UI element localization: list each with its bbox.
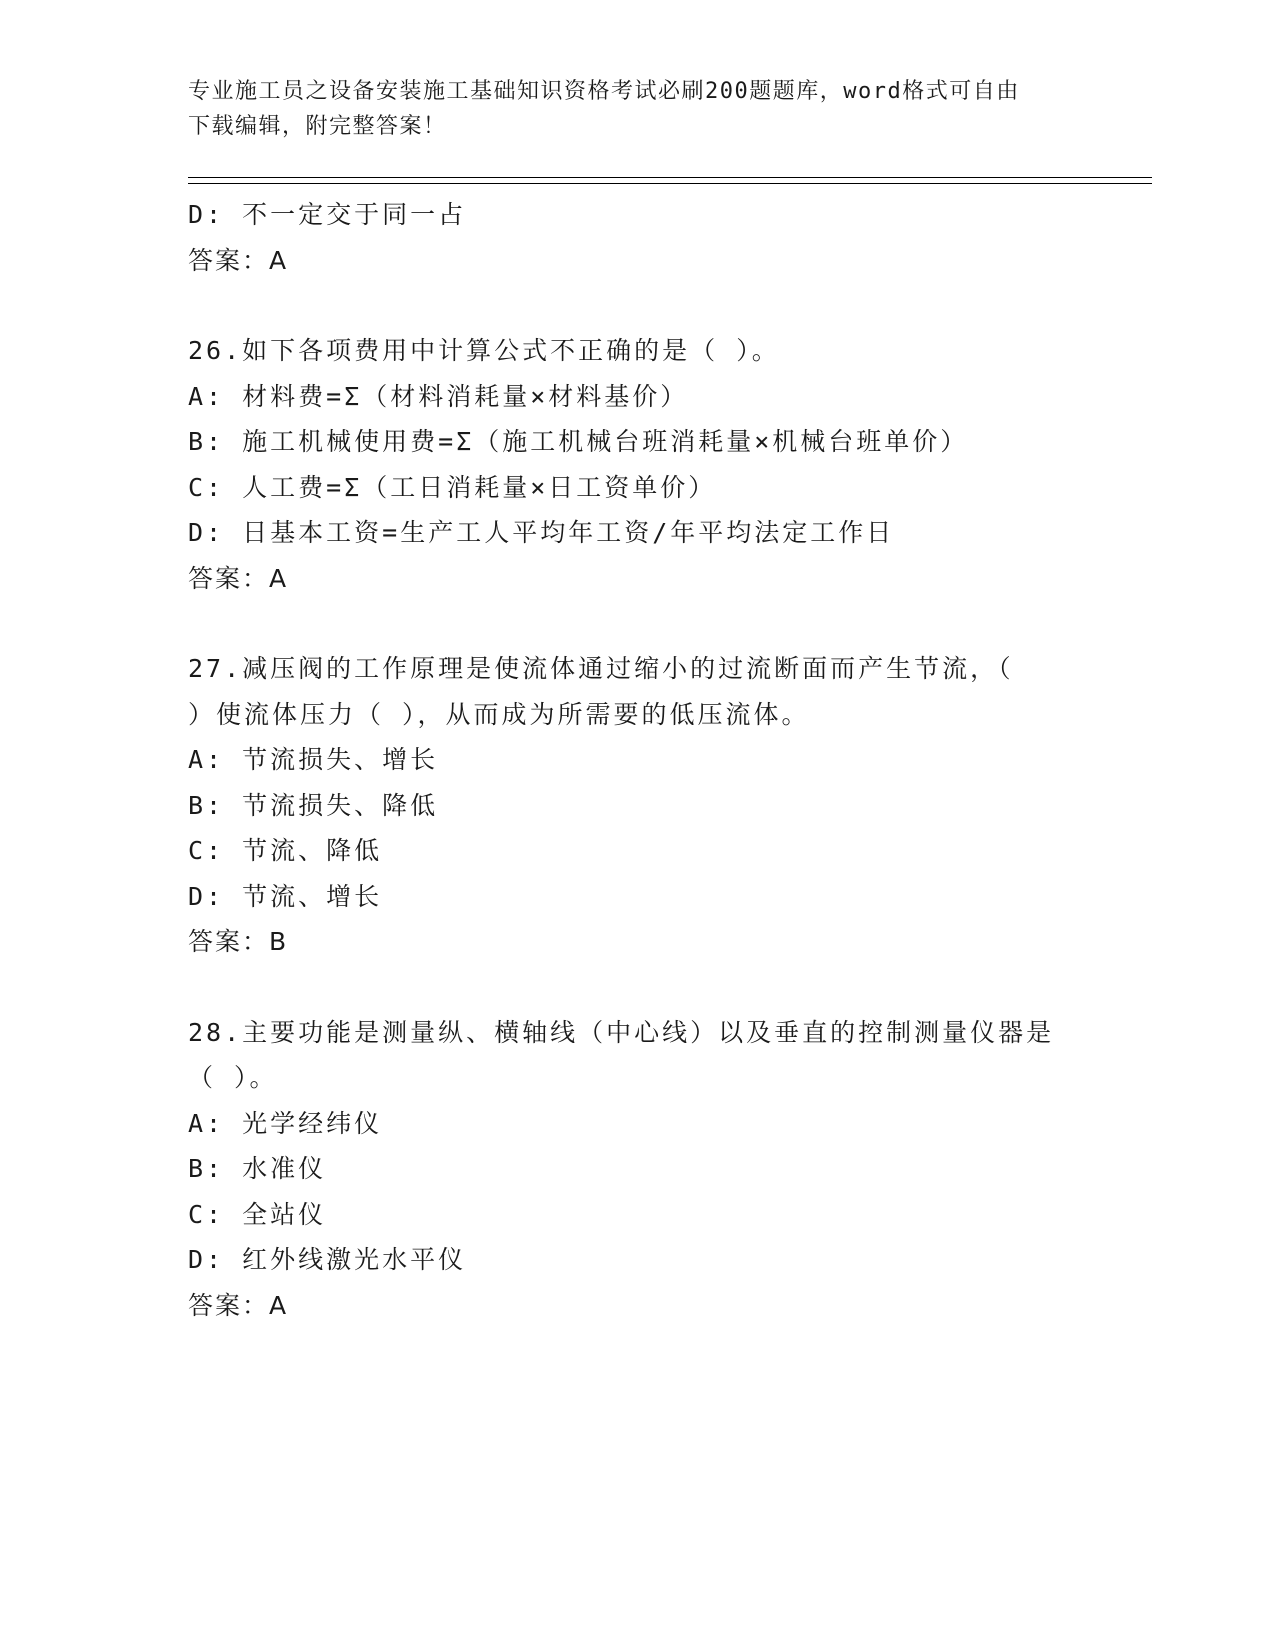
question-stem-continued: ）使流体压力（ ），从而成为所需要的低压流体。 [188,699,810,729]
question-gap [188,965,1088,1010]
option-b: B: 施工机械使用费=Σ（施工机械台班消耗量×机械台班单价） [188,427,969,456]
option-d: D: 红外线激光水平仪 [188,1245,467,1274]
option-a: A: 材料费=Σ（材料消耗量×材料基价） [188,381,689,411]
header-rule-top [188,177,1152,178]
option-b: B: 水准仪 [188,1154,327,1183]
header-line-1: 专业施工员之设备安装施工基础知识资格考试必刷200题题库，word格式可自由 [188,79,1020,104]
option-b: B: 节流损失、降低 [188,790,439,820]
option-c: C: 全站仪 [188,1199,327,1229]
option-a: A: 光学经纬仪 [188,1108,383,1138]
option-c: C: 人工费=Σ（工日消耗量×日工资单价） [188,472,717,502]
answer-line: 答案：A [188,1290,289,1320]
option-d: D: 不一定交于同一占 [188,200,467,229]
answer-line: 答案：B [188,927,289,956]
option-c: C: 节流、降低 [188,836,383,865]
answer-line: 答案：A [188,245,289,275]
question-stem: 27.减压阀的工作原理是使流体通过缩小的过流断面而产生节流，（ [188,654,1014,683]
question-stem: 26.如下各项费用中计算公式不正确的是（ ）。 [188,336,780,365]
question-stem: 28.主要功能是测量纵、横轴线（中心线）以及垂直的控制测量仪器是 [188,1017,1055,1047]
header-rule-bottom [188,183,1152,184]
question-stem-continued: （ ）。 [188,1063,278,1092]
option-a: A: 节流损失、增长 [188,745,439,774]
answer-line: 答案：A [188,563,289,593]
option-d: D: 日基本工资=生产工人平均年工资/年平均法定工作日 [188,518,895,547]
question-content [188,192,1088,1328]
question-gap [188,283,1088,328]
option-d: D: 节流、增长 [188,881,383,911]
header-line-2: 下载编辑，附完整答案！ [188,114,447,139]
document-header [188,74,1068,144]
question-gap [188,601,1088,646]
